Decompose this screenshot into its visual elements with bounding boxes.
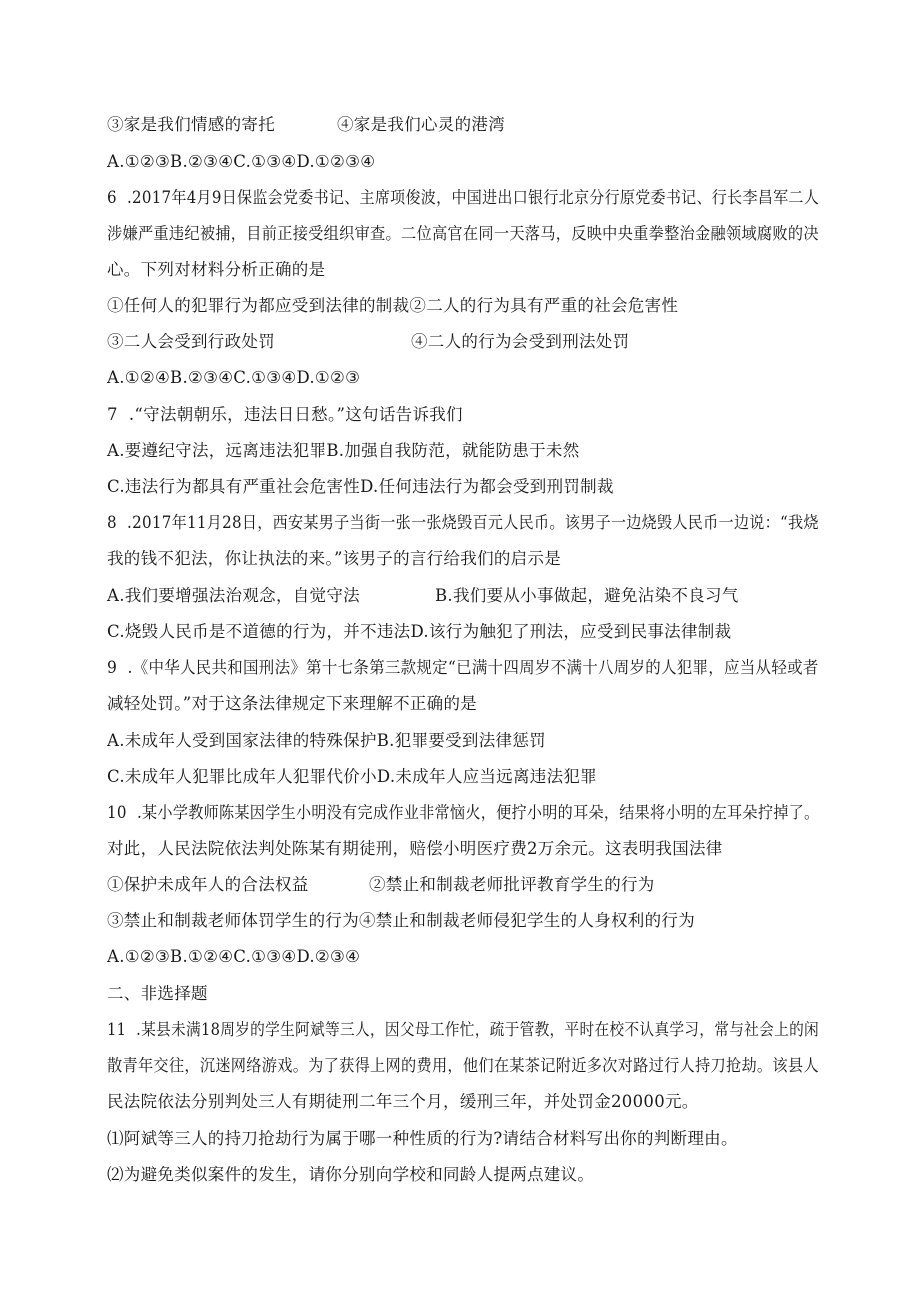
q10-option-2: ②禁止和制裁老师批评教育学生的行为 [369, 875, 655, 894]
q6-stem-line2: 涉嫌严重违纪被捕，目前正接受组织审查。二位高官在同一天落马，反映中央重拳整治金融领域腐败的决 [107, 224, 819, 243]
q10-options-row2: ③禁止和制裁老师体罚学生的行为④禁止和制裁老师侵犯学生的人身权利的行为 [107, 911, 695, 930]
section-heading-non-choice: 二、非选择题 [107, 984, 208, 1003]
q10-stem-line2: 对此，人民法院依法判处陈某有期徒刑，赔偿小明医疗费2万余元。这表明我国法律 [107, 839, 723, 858]
q11-stem-line2: 散青年交往，沉迷网络游戏。为了获得上网的费用，他们在某茶记附近多次对路过行人持刀抢劫。该县人 [107, 1056, 819, 1075]
q8-option-b: B.我们要从小事做起，避免沾染不良习气 [435, 586, 739, 605]
q6-options-row2: ③二人会受到行政处罚 ④二人的行为会受到刑法处罚 [107, 332, 630, 351]
q10-options-row1: ①保护未成年人的合法权益 ②禁止和制裁老师批评教育学生的行为 [107, 875, 655, 894]
q8-options-row2: C.烧毁人民币是不道德的行为，并不违法D.该行为触犯了刑法，应受到民事法律制裁 [107, 622, 732, 641]
q11-subquestion-2: ⑵为避免类似案件的发生，请你分别向学校和同龄人提两点建议。 [107, 1165, 595, 1184]
q7-options-row2: C.违法行为都具有严重社会危害性D.任何违法行为都会受到刑罚制裁 [107, 477, 614, 496]
q6-stem-line3: 心。下列对材料分析正确的是 [107, 260, 326, 279]
q8-options-row1: A.我们要增强法治观念，自觉守法 B.我们要从小事做起，避免沾染不良习气 [107, 586, 739, 605]
q7-options-row1: A.要遵纪守法，远离违法犯罪B.加强自我防范，就能防患于未然 [107, 441, 580, 460]
q11-stem-line1: 11 .某县未满18周岁的学生阿斌等三人，因父母工作忙，疏于管教，平时在校不认真学习，常与社会上的闲 [107, 1020, 820, 1039]
q9-stem-line2: 减轻处罚。”对于这条法律规定下来理解不正确的是 [107, 694, 478, 713]
q5-options-row2: ③家是我们情感的寄托 ④家是我们心灵的港湾 [107, 115, 505, 134]
q9-options-row1: A.未成年人受到国家法律的特殊保护B.犯罪要受到法律惩罚 [107, 731, 546, 750]
q11-subquestion-1: ⑴阿斌等三人的持刀抢劫行为属于哪一种性质的行为?请结合材料写出你的判断理由。 [107, 1129, 738, 1148]
q8-stem-line2: 我的钱不犯法，你让执法的来。”该男子的言行给我们的启示是 [107, 549, 562, 568]
q10-stem-line1: 10 .某小学教师陈某因学生小明没有完成作业非常恼火，便拧小明的耳朵，结果将小明的左耳朵拧掉了。 [107, 803, 820, 822]
q6-options-row1: ①任何人的犯罪行为都应受到法律的制裁②二人的行为具有严重的社会危害性 [107, 296, 679, 315]
q6-option-4: ④二人的行为会受到刑法处罚 [411, 332, 630, 351]
q11-stem-line3: 民法院依法分别判处三人有期徒刑二年三个月，缓刑三年，并处罚金20000元。 [107, 1092, 699, 1111]
q7-stem: 7 .“守法朝朝乐，违法日日愁。”这句话告诉我们 [107, 405, 463, 424]
q9-options-row2: C.未成年人犯罪比成年人犯罪代价小D.未成年人应当远离违法犯罪 [107, 767, 597, 786]
q8-stem-line1: 8 .2017年11月28日，西安某男子当街一张一张烧毁百元人民币。该男子一边烧毁人民币一边说：“我烧 [107, 513, 819, 532]
q5-answer-choices: A.①②③B.②③④C.①③④D.①②③④ [107, 152, 376, 171]
q6-answer-choices: A.①②④B.②③④C.①③④D.①②③ [107, 368, 361, 387]
q10-answer-choices: A.①②③B.①②④C.①③④D.②③④ [107, 947, 361, 966]
q5-option-4: ④家是我们心灵的港湾 [337, 115, 505, 134]
q9-stem-line1: 9 .《中华人民共和国刑法》第十七条第三款规定“已满十四周岁不满十八周岁的人犯罪，应当从轻或者 [107, 658, 819, 677]
q6-stem-line1: 6 .2017年4月9日保监会党委书记、主席项俊波，中国进出口银行北京分行原党委书记、行长李昌军二人 [107, 188, 820, 207]
